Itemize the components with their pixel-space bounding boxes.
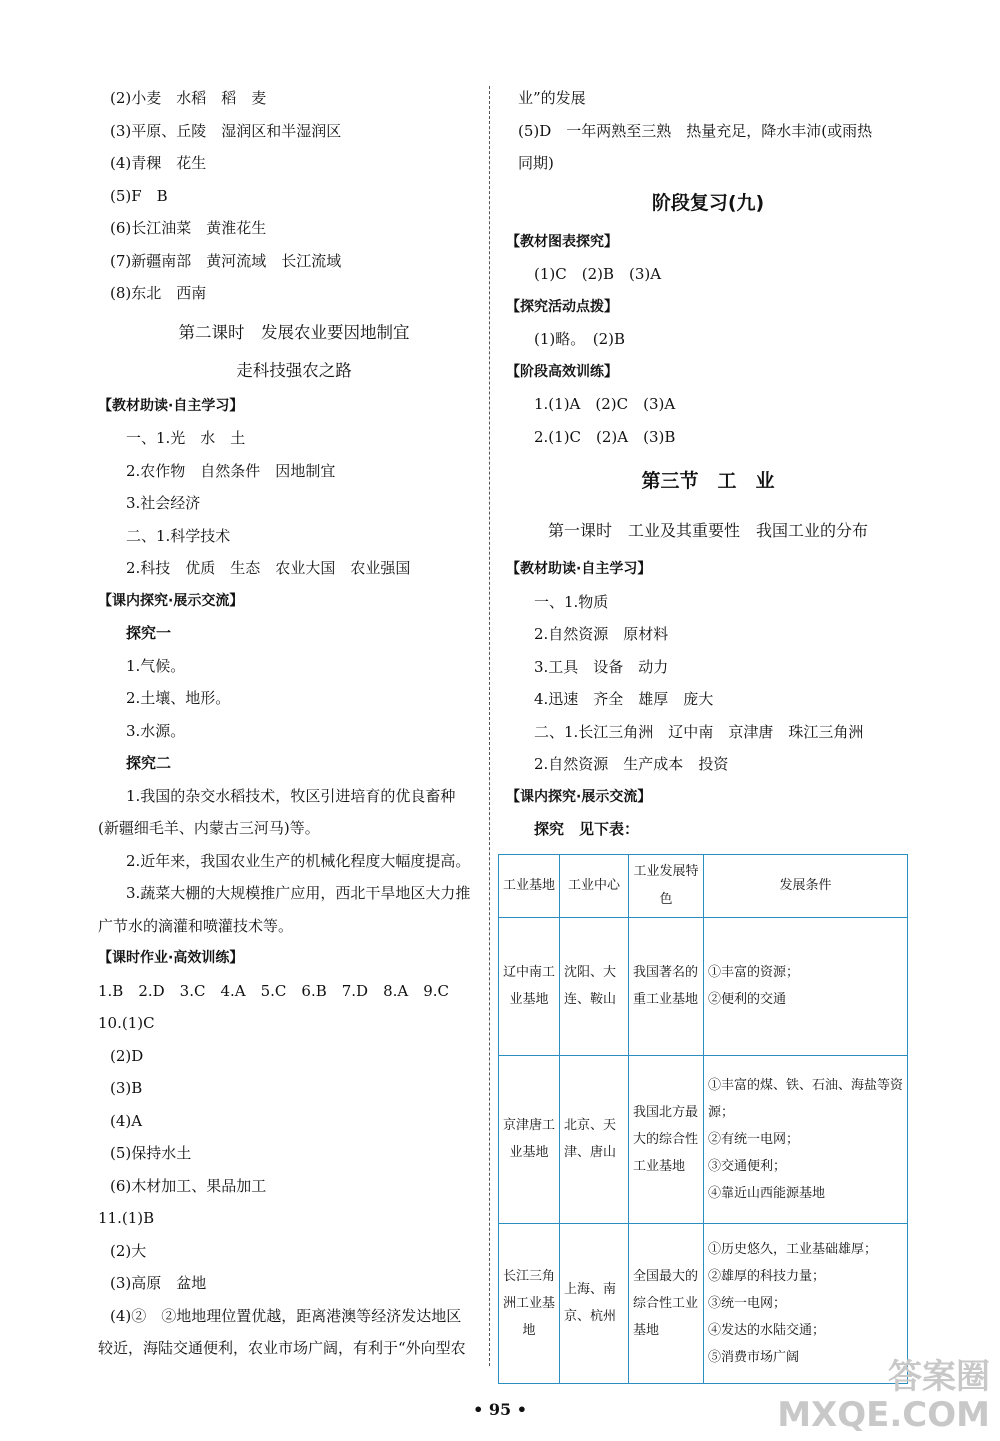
table-cell (704, 1055, 908, 1223)
industry-base-table (498, 854, 908, 1384)
table-cell: 我国北方最大的综合性工业基地 (629, 1055, 704, 1223)
explore-heading: 探究 见下表： (534, 820, 640, 838)
table-cell: 沈阳、大连、鞍山 (560, 917, 629, 1055)
table-header: 工业基地 (499, 854, 560, 917)
right-column (502, 82, 910, 1384)
answer-line: 10.(1)C (98, 1014, 155, 1032)
section-heading: 【课内探究·展示交流】 (98, 592, 244, 609)
answer-line: 较近，海陆交通便利，农业市场广阔，有利于“外向型农 (98, 1339, 466, 1357)
table-row (499, 917, 908, 1055)
answer-line: 2.自然资源 原材料 (534, 625, 669, 643)
answer-line: (1)略。 (2)B (534, 330, 626, 348)
table-cell: 京津唐工业基地 (499, 1055, 560, 1223)
table-header: 工业中心 (560, 854, 629, 917)
answer-line: (1)C (2)B (3)A (534, 265, 662, 283)
answer-line: 2.自然资源 生产成本 投资 (534, 755, 729, 773)
section-heading: 【课时作业·高效训练】 (98, 950, 244, 966)
section-heading: 【课内探究·展示交流】 (506, 788, 652, 805)
answer-line: 3.社会经济 (126, 494, 201, 512)
answer-line: 二、1.科学技术 (126, 526, 231, 545)
explore-heading: 探究一 (126, 624, 172, 642)
answer-line: (3)高原 盆地 (110, 1274, 207, 1292)
answer-line: 同期) (518, 154, 554, 172)
answer-line: 2.农作物 自然条件 因地制宜 (126, 461, 336, 480)
condition-item: ③统一电网； (708, 1295, 787, 1311)
section-heading: 【教材图表探究】 (506, 233, 618, 250)
table-cell (704, 917, 908, 1055)
answer-line: (4)青稞 花生 (110, 154, 207, 172)
section-title: 第三节 工 业 (641, 470, 775, 492)
section-heading: 【教材助读·自主学习】 (506, 561, 652, 577)
answer-line: 1.(1)A (2)C (3)A (534, 395, 676, 413)
answer-line: (8)东北 西南 (110, 284, 207, 302)
condition-item: ①丰富的资源； (708, 965, 800, 980)
table-cell: 辽中南工业基地 (499, 917, 560, 1055)
section-heading: 【探究活动点拨】 (506, 298, 618, 315)
answer-line: (4)② ②地地理位置优越，距离港澳等经济发达地区 (110, 1306, 462, 1325)
table-header: 发展条件 (704, 854, 908, 917)
answer-line: 2.科技 优质 生态 农业大国 农业强国 (126, 559, 411, 577)
answer-line: 业”的发展 (518, 89, 586, 107)
answer-line: 1.B 2.D 3.C 4.A 5.C 6.B 7.D 8.A 9.C (98, 981, 449, 1000)
answer-line: (2)D (110, 1046, 144, 1065)
lesson-title: 第二课时 发展农业要因地制宜 (178, 322, 410, 342)
answer-line: (6)长江油菜 黄淮花生 (110, 219, 267, 237)
condition-item: ①历史悠久，工业基础雄厚； (708, 1241, 878, 1257)
condition-item: ②便利的交通 (708, 992, 787, 1007)
page-number: • 95 • (473, 1400, 527, 1419)
table-header-row (499, 854, 908, 917)
section-heading: 【阶段高效训练】 (506, 363, 618, 380)
review-title: 阶段复习(九) (651, 191, 765, 214)
answer-line: 4.迅速 齐全 雄厚 庞大 (534, 690, 714, 708)
answer-line: (5)F B (110, 186, 168, 205)
answer-line: 1.我国的杂交水稻技术，牧区引进培育的优良畜种 (126, 786, 456, 805)
answer-line: 一、1.物质 (534, 592, 609, 611)
lesson-subtitle: 走科技强农之路 (236, 360, 352, 380)
left-column (98, 82, 490, 1365)
answer-line: (7)新疆南部 黄河流域 长江流域 (110, 251, 342, 270)
table-cell: 北京、天津、唐山 (560, 1055, 629, 1223)
answer-line: 二、1.长江三角洲 辽中南 京津唐 珠江三角洲 (534, 722, 864, 741)
answer-line: (4)A (110, 1111, 143, 1130)
explore-heading: 探究二 (126, 754, 172, 772)
answer-line: (3)B (110, 1079, 143, 1097)
answer-line: 3.水源。 (126, 721, 186, 740)
table-cell: 我国著名的重工业基地 (629, 917, 704, 1055)
condition-item: ④靠近山西能源基地 (708, 1185, 826, 1201)
answer-line: (6)木材加工、果品加工 (110, 1176, 267, 1195)
answer-line: 1.气候。 (126, 656, 186, 675)
table-cell: 长江三角洲工业基地 (499, 1223, 560, 1383)
answer-line: 广节水的滴灌和喷灌技术等。 (98, 916, 294, 935)
table-header: 工业发展特色 (629, 854, 704, 917)
section-heading: 【教材助读·自主学习】 (98, 397, 244, 414)
table-cell: 上海、南京、杭州 (560, 1223, 629, 1383)
answer-line: 2.近年来，我国农业生产的机械化程度大幅度提高。 (126, 851, 471, 870)
answer-line: (2)小麦 水稻 稻 麦 (110, 89, 267, 107)
answer-line: 2.(1)C (2)A (3)B (534, 427, 676, 446)
answer-line: (5)D 一年两熟至三熟 热量充足，降水丰沛(或雨热 (518, 121, 873, 140)
condition-item: ②雄厚的科技力量； (708, 1268, 826, 1284)
answer-line: (5)保持水土 (110, 1144, 192, 1162)
condition-item: ②有统一电网； (708, 1131, 800, 1147)
condition-item: ④发达的水陆交通； (708, 1322, 826, 1338)
answer-line: (3)平原、丘陵 湿润区和半湿润区 (110, 121, 342, 140)
condition-item: ③交通便利； (708, 1158, 787, 1174)
answer-line: 3.工具 设备 动力 (534, 657, 669, 676)
answer-line: 3.蔬菜大棚的大规模推广应用，西北干旱地区大力推 (126, 884, 471, 902)
condition-item: ①丰富的煤、铁、石油、海盐等资源； (708, 1077, 904, 1120)
table-cell: 全国最大的综合性工业基地 (629, 1223, 704, 1383)
answer-line: (2)大 (110, 1241, 147, 1260)
lesson-title: 第一课时 工业及其重要性 我国工业的分布 (547, 521, 868, 540)
answer-line: (新疆细毛羊、内蒙古三河马)等。 (98, 819, 320, 837)
column-divider (489, 86, 490, 1366)
table-row (499, 1055, 908, 1223)
condition-item: ⑤消费市场广阔 (708, 1349, 800, 1365)
answer-line: 11.(1)B (98, 1209, 155, 1227)
answer-line: 一、1.光 水 土 (126, 429, 246, 447)
watermark-logo: 答案圈 MXQE.COM (777, 1357, 990, 1435)
answer-line: 2.土壤、地形。 (126, 689, 231, 707)
